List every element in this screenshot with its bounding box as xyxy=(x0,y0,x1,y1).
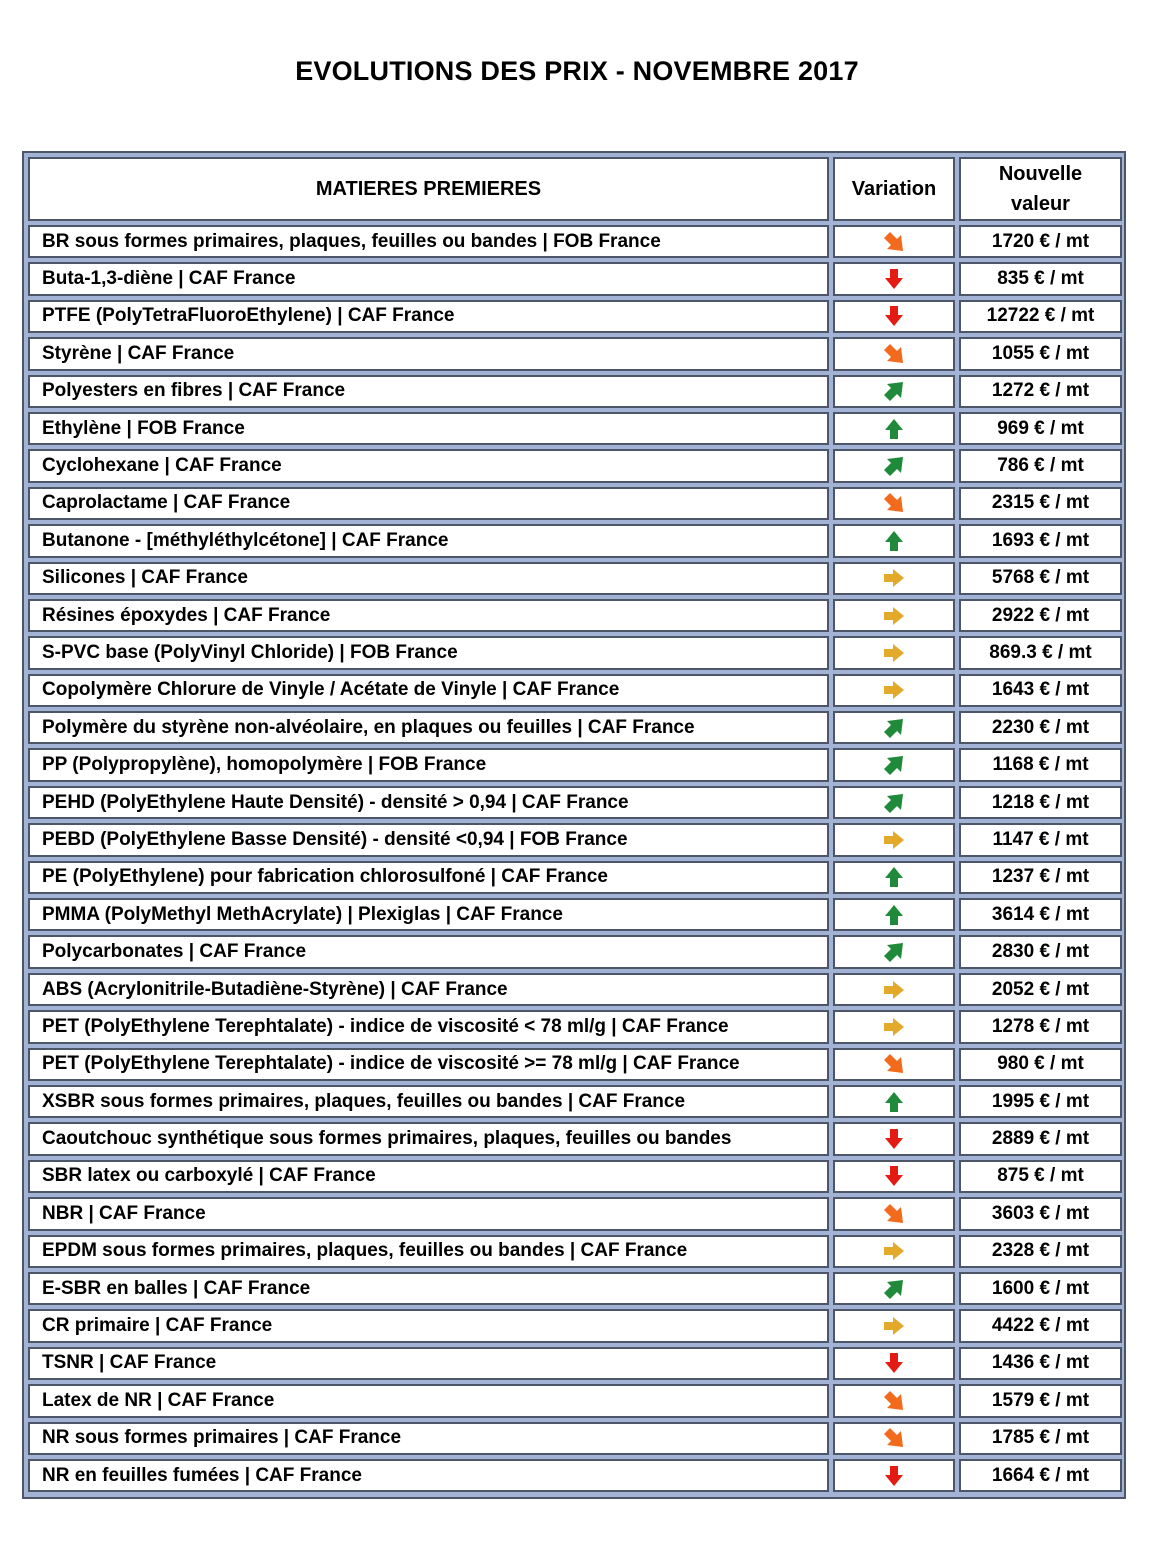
variation-cell xyxy=(833,1459,955,1492)
material-name: Copolymère Chlorure de Vinyle / Acétate de Vinyle | CAF France xyxy=(28,674,829,707)
arrow-up-right-icon xyxy=(882,716,906,740)
arrow-down-icon xyxy=(882,304,906,328)
value-cell: 2052 € / mt xyxy=(959,973,1122,1006)
variation-cell xyxy=(833,1309,955,1342)
arrow-up-right-icon xyxy=(882,791,906,815)
material-name: Styrène | CAF France xyxy=(28,337,829,370)
material-name: Caprolactame | CAF France xyxy=(28,487,829,520)
material-name: Silicones | CAF France xyxy=(28,562,829,595)
variation-cell xyxy=(833,636,955,669)
material-name: PEBD (PolyEthylene Basse Densité) - densité <0,94 | FOB France xyxy=(28,823,829,856)
variation-cell xyxy=(833,1347,955,1380)
material-name: PET (PolyEthylene Terephtalate) - indice de viscosité < 78 ml/g | CAF France xyxy=(28,1010,829,1043)
value-cell: 2315 € / mt xyxy=(959,487,1122,520)
material-name: Polycarbonates | CAF France xyxy=(28,935,829,968)
header-value xyxy=(959,157,1122,221)
material-name: ABS (Acrylonitrile-Butadiène-Styrène) | CAF France xyxy=(28,973,829,1006)
variation-cell xyxy=(833,748,955,781)
arrow-up-right-icon xyxy=(882,454,906,478)
value-cell: 1693 € / mt xyxy=(959,524,1122,557)
value-cell: 2922 € / mt xyxy=(959,599,1122,632)
variation-cell xyxy=(833,449,955,482)
arrow-down-right-icon xyxy=(882,230,906,254)
header-materials: MATIERES PREMIERES xyxy=(28,157,829,221)
material-name: SBR latex ou carboxylé | CAF France xyxy=(28,1160,829,1193)
page-title: EVOLUTIONS DES PRIX - NOVEMBRE 2017 xyxy=(295,56,859,86)
material-name: PEHD (PolyEthylene Haute Densité) - densité > 0,94 | CAF France xyxy=(28,786,829,819)
header-value-line1: Nouvelle xyxy=(998,163,1083,185)
arrow-right-icon xyxy=(882,1314,906,1338)
variation-cell xyxy=(833,524,955,557)
value-cell: 1218 € / mt xyxy=(959,786,1122,819)
variation-cell xyxy=(833,375,955,408)
arrow-up-icon xyxy=(882,903,906,927)
value-cell: 5768 € / mt xyxy=(959,562,1122,595)
value-cell: 1147 € / mt xyxy=(959,823,1122,856)
variation-cell xyxy=(833,1160,955,1193)
value-cell: 2230 € / mt xyxy=(959,711,1122,744)
arrow-down-right-icon xyxy=(882,1426,906,1450)
arrow-up-right-icon xyxy=(882,753,906,777)
arrow-up-icon xyxy=(882,529,906,553)
arrow-up-icon xyxy=(882,865,906,889)
variation-cell xyxy=(833,1085,955,1118)
value-cell: 1600 € / mt xyxy=(959,1272,1122,1305)
arrow-down-icon xyxy=(882,267,906,291)
arrow-down-icon xyxy=(882,1164,906,1188)
value-cell: 1272 € / mt xyxy=(959,375,1122,408)
variation-cell xyxy=(833,1010,955,1043)
arrow-right-icon xyxy=(882,1239,906,1263)
value-cell: 2889 € / mt xyxy=(959,1122,1122,1155)
variation-cell xyxy=(833,861,955,894)
value-cell: 980 € / mt xyxy=(959,1048,1122,1081)
material-name: PE (PolyEthylene) pour fabrication chlorosulfoné | CAF France xyxy=(28,861,829,894)
material-name: TSNR | CAF France xyxy=(28,1347,829,1380)
variation-cell xyxy=(833,300,955,333)
arrow-down-icon xyxy=(882,1464,906,1488)
arrow-down-right-icon xyxy=(882,1389,906,1413)
price-table xyxy=(22,151,1126,1499)
material-name: PMMA (PolyMethyl MethAcrylate) | Plexiglas | CAF France xyxy=(28,898,829,931)
arrow-up-icon xyxy=(882,417,906,441)
value-cell: 835 € / mt xyxy=(959,262,1122,295)
arrow-right-icon xyxy=(882,641,906,665)
material-name: NR en feuilles fumées | CAF France xyxy=(28,1459,829,1492)
material-name: Résines époxydes | CAF France xyxy=(28,599,829,632)
material-name: Polyesters en fibres | CAF France xyxy=(28,375,829,408)
material-name: CR primaire | CAF France xyxy=(28,1309,829,1342)
material-name: Cyclohexane | CAF France xyxy=(28,449,829,482)
arrow-up-right-icon xyxy=(882,379,906,403)
material-name: Butanone - [méthyléthylcétone] | CAF France xyxy=(28,524,829,557)
arrow-up-icon xyxy=(882,1090,906,1114)
material-name: XSBR sous formes primaires, plaques, feuilles ou bandes | CAF France xyxy=(28,1085,829,1118)
variation-cell xyxy=(833,973,955,1006)
value-cell: 3603 € / mt xyxy=(959,1197,1122,1230)
variation-cell xyxy=(833,1422,955,1455)
material-name: Ethylène | FOB France xyxy=(28,412,829,445)
arrow-down-right-icon xyxy=(882,1202,906,1226)
variation-cell xyxy=(833,1235,955,1268)
header-value-line2: valeur xyxy=(1011,193,1070,215)
value-cell: 2328 € / mt xyxy=(959,1235,1122,1268)
variation-cell xyxy=(833,262,955,295)
price-table-grid xyxy=(28,157,1120,1492)
value-cell: 786 € / mt xyxy=(959,449,1122,482)
material-name: Latex de NR | CAF France xyxy=(28,1384,829,1417)
variation-cell xyxy=(833,823,955,856)
value-cell: 1168 € / mt xyxy=(959,748,1122,781)
value-cell: 1055 € / mt xyxy=(959,337,1122,370)
value-cell: 1995 € / mt xyxy=(959,1085,1122,1118)
variation-cell xyxy=(833,412,955,445)
arrow-down-right-icon xyxy=(882,1052,906,1076)
variation-cell xyxy=(833,599,955,632)
value-cell: 2830 € / mt xyxy=(959,935,1122,968)
variation-cell xyxy=(833,935,955,968)
material-name: NBR | CAF France xyxy=(28,1197,829,1230)
value-cell: 869.3 € / mt xyxy=(959,636,1122,669)
material-name: PP (Polypropylène), homopolymère | FOB France xyxy=(28,748,829,781)
value-cell: 3614 € / mt xyxy=(959,898,1122,931)
material-name: E-SBR en balles | CAF France xyxy=(28,1272,829,1305)
value-cell: 1720 € / mt xyxy=(959,225,1122,258)
arrow-down-right-icon xyxy=(882,342,906,366)
value-cell: 875 € / mt xyxy=(959,1160,1122,1193)
header-variation: Variation xyxy=(833,157,955,221)
value-cell: 1664 € / mt xyxy=(959,1459,1122,1492)
arrow-up-right-icon xyxy=(882,1277,906,1301)
value-cell: 1237 € / mt xyxy=(959,861,1122,894)
arrow-right-icon xyxy=(882,678,906,702)
variation-cell xyxy=(833,898,955,931)
variation-cell xyxy=(833,337,955,370)
material-name: Polymère du styrène non-alvéolaire, en plaques ou feuilles | CAF France xyxy=(28,711,829,744)
arrow-right-icon xyxy=(882,604,906,628)
arrow-down-icon xyxy=(882,1127,906,1151)
arrow-right-icon xyxy=(882,566,906,590)
variation-cell xyxy=(833,1384,955,1417)
material-name: EPDM sous formes primaires, plaques, feuilles ou bandes | CAF France xyxy=(28,1235,829,1268)
material-name: S-PVC base (PolyVinyl Chloride) | FOB France xyxy=(28,636,829,669)
variation-cell xyxy=(833,487,955,520)
material-name: PET (PolyEthylene Terephtalate) - indice de viscosité >= 78 ml/g | CAF France xyxy=(28,1048,829,1081)
arrow-down-right-icon xyxy=(882,491,906,515)
variation-cell xyxy=(833,1122,955,1155)
value-cell: 1278 € / mt xyxy=(959,1010,1122,1043)
material-name: Buta-1,3-diène | CAF France xyxy=(28,262,829,295)
variation-cell xyxy=(833,1197,955,1230)
material-name: NR sous formes primaires | CAF France xyxy=(28,1422,829,1455)
value-cell: 1785 € / mt xyxy=(959,1422,1122,1455)
arrow-right-icon xyxy=(882,1015,906,1039)
variation-cell xyxy=(833,786,955,819)
value-cell: 4422 € / mt xyxy=(959,1309,1122,1342)
material-name: PTFE (PolyTetraFluoroEthylene) | CAF France xyxy=(28,300,829,333)
value-cell: 1436 € / mt xyxy=(959,1347,1122,1380)
value-cell: 1643 € / mt xyxy=(959,674,1122,707)
material-name: Caoutchouc synthétique sous formes primaires, plaques, feuilles ou bandes xyxy=(28,1122,829,1155)
variation-cell xyxy=(833,1272,955,1305)
arrow-up-right-icon xyxy=(882,940,906,964)
variation-cell xyxy=(833,562,955,595)
arrow-right-icon xyxy=(882,978,906,1002)
variation-cell xyxy=(833,225,955,258)
value-cell: 12722 € / mt xyxy=(959,300,1122,333)
material-name: BR sous formes primaires, plaques, feuilles ou bandes | FOB France xyxy=(28,225,829,258)
value-cell: 1579 € / mt xyxy=(959,1384,1122,1417)
value-cell: 969 € / mt xyxy=(959,412,1122,445)
arrow-right-icon xyxy=(882,828,906,852)
variation-cell xyxy=(833,674,955,707)
variation-cell xyxy=(833,1048,955,1081)
arrow-down-icon xyxy=(882,1351,906,1375)
variation-cell xyxy=(833,711,955,744)
